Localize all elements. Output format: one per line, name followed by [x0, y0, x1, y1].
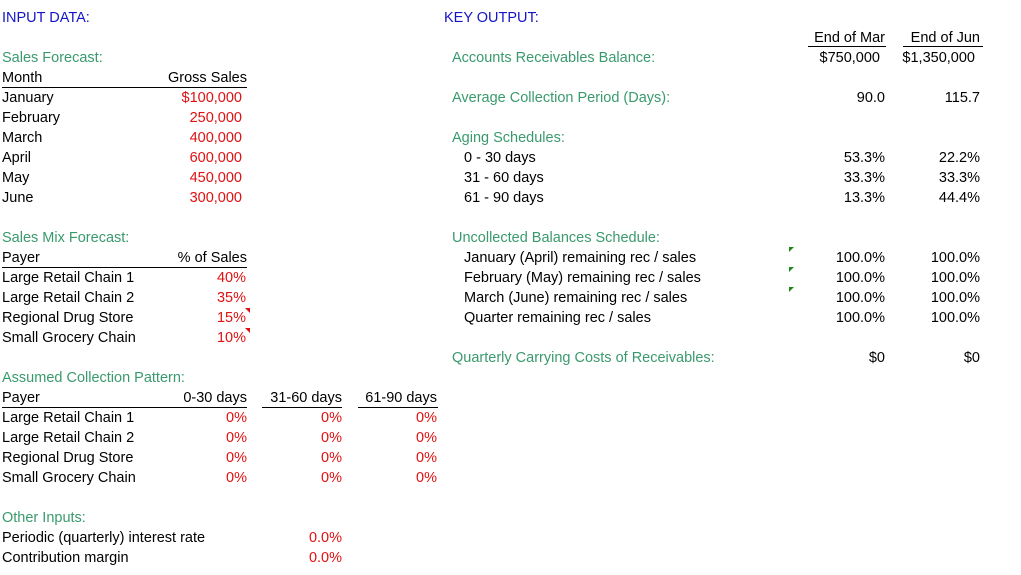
- uncollected-balances-title: Uncollected Balances Schedule:: [452, 230, 660, 246]
- collection-payer-cell[interactable]: Large Retail Chain 1: [2, 410, 135, 426]
- sales-mix-pct-cell[interactable]: 40%: [216, 270, 246, 286]
- collection-header-rule: [358, 407, 438, 408]
- carrying-costs-label: Quarterly Carrying Costs of Receivables:: [452, 350, 715, 366]
- collection-61-90-header: 61-90 days: [365, 390, 437, 406]
- sales-forecast-title: Sales Forecast:: [2, 50, 103, 66]
- aging-jun-cell[interactable]: 33.3%: [938, 170, 980, 186]
- aging-mar-cell[interactable]: 53.3%: [843, 150, 885, 166]
- uncollected-row-label: February (May) remaining rec / sales: [464, 270, 701, 286]
- end-of-mar-header: End of Mar: [814, 30, 885, 46]
- aging-jun-cell[interactable]: 44.4%: [938, 190, 980, 206]
- collection-pct-cell[interactable]: 0%: [321, 430, 342, 446]
- uncollected-mar-cell[interactable]: 100.0%: [835, 270, 885, 286]
- sales-mix-pct-cell[interactable]: 10%: [216, 330, 246, 346]
- sales-month-cell[interactable]: February: [2, 110, 61, 126]
- contribution-margin-label: Contribution margin: [2, 550, 129, 566]
- uncollected-jun-cell[interactable]: 100.0%: [930, 310, 980, 326]
- collection-pct-cell[interactable]: 0%: [416, 470, 437, 486]
- sales-mix-pct-cell[interactable]: 15%: [216, 310, 246, 326]
- sales-value-cell[interactable]: 250,000: [189, 110, 242, 126]
- sales-month-cell[interactable]: June: [2, 190, 34, 206]
- collection-pct-cell[interactable]: 0%: [416, 450, 437, 466]
- aging-schedules-title: Aging Schedules:: [452, 130, 565, 146]
- sales-mix-pct-header: % of Sales: [177, 250, 247, 266]
- sales-mix-header-rule: [2, 267, 247, 268]
- end-of-jun-header: End of Jun: [910, 30, 980, 46]
- avg-collection-period-mar[interactable]: 90.0: [856, 90, 885, 106]
- aging-row-label: 0 - 30 days: [464, 150, 536, 166]
- collection-payer-cell[interactable]: Large Retail Chain 2: [2, 430, 135, 446]
- output-header-rule: [903, 46, 983, 47]
- collection-pct-cell[interactable]: 0%: [226, 470, 247, 486]
- uncollected-jun-cell[interactable]: 100.0%: [930, 270, 980, 286]
- sales-mix-title: Sales Mix Forecast:: [2, 230, 130, 246]
- sales-value-cell[interactable]: $100,000: [181, 90, 242, 106]
- collection-payer-header: Payer: [2, 390, 40, 406]
- uncollected-mar-cell[interactable]: 100.0%: [835, 250, 885, 266]
- aging-row-label: 61 - 90 days: [464, 190, 544, 206]
- collection-pct-cell[interactable]: 0%: [416, 410, 437, 426]
- collection-payer-cell[interactable]: Small Grocery Chain: [2, 470, 136, 486]
- interest-rate-value[interactable]: 0.0%: [308, 530, 342, 546]
- carrying-costs-jun[interactable]: $0: [963, 350, 980, 366]
- collection-pct-cell[interactable]: 0%: [321, 450, 342, 466]
- sales-mix-payer-header: Payer: [2, 250, 40, 266]
- collection-31-60-header: 31-60 days: [270, 390, 342, 406]
- collection-pct-cell[interactable]: 0%: [226, 410, 247, 426]
- sales-value-cell[interactable]: 400,000: [189, 130, 242, 146]
- aging-row-label: 31 - 60 days: [464, 170, 544, 186]
- interest-rate-label: Periodic (quarterly) interest rate: [2, 530, 206, 546]
- sales-value-cell[interactable]: 450,000: [189, 170, 242, 186]
- aging-mar-cell[interactable]: 33.3%: [843, 170, 885, 186]
- collection-0-30-header: 0-30 days: [183, 390, 247, 406]
- sales-value-cell[interactable]: 600,000: [189, 150, 242, 166]
- avg-collection-period-label: Average Collection Period (Days):: [452, 90, 671, 106]
- ar-balance-jun[interactable]: $1,350,000: [902, 50, 975, 66]
- sales-mix-payer-cell[interactable]: Regional Drug Store: [2, 310, 134, 326]
- sales-month-cell[interactable]: January: [2, 90, 54, 106]
- other-inputs-title: Other Inputs:: [2, 510, 86, 526]
- uncollected-jun-cell[interactable]: 100.0%: [930, 290, 980, 306]
- sales-mix-payer-cell[interactable]: Large Retail Chain 1: [2, 270, 135, 286]
- collection-header-rule: [262, 407, 342, 408]
- avg-collection-period-jun[interactable]: 115.7: [944, 90, 980, 106]
- sales-value-cell[interactable]: 300,000: [189, 190, 242, 206]
- contribution-margin-value[interactable]: 0.0%: [308, 550, 342, 566]
- uncollected-jun-cell[interactable]: 100.0%: [930, 250, 980, 266]
- sales-mix-pct-cell[interactable]: 35%: [216, 290, 246, 306]
- collection-pct-cell[interactable]: 0%: [226, 450, 247, 466]
- comment-indicator-icon[interactable]: [245, 308, 250, 313]
- collection-pattern-title: Assumed Collection Pattern:: [2, 370, 185, 386]
- aging-jun-cell[interactable]: 22.2%: [938, 150, 980, 166]
- output-header-rule: [808, 46, 886, 47]
- sales-forecast-header-rule: [2, 87, 247, 88]
- input-data-title: INPUT DATA:: [2, 10, 90, 26]
- ar-balance-mar[interactable]: $750,000: [819, 50, 880, 66]
- aging-mar-cell[interactable]: 13.3%: [843, 190, 885, 206]
- uncollected-mar-cell[interactable]: 100.0%: [835, 290, 885, 306]
- carrying-costs-mar[interactable]: $0: [868, 350, 885, 366]
- sales-month-cell[interactable]: March: [2, 130, 43, 146]
- sales-month-cell[interactable]: May: [2, 170, 30, 186]
- ar-balance-label: Accounts Receivables Balance:: [452, 50, 656, 66]
- sales-month-cell[interactable]: April: [2, 150, 32, 166]
- key-output-title: KEY OUTPUT:: [444, 10, 539, 26]
- collection-pct-cell[interactable]: 0%: [321, 470, 342, 486]
- sales-mix-payer-cell[interactable]: Small Grocery Chain: [2, 330, 136, 346]
- collection-header-rule: [2, 407, 247, 408]
- uncollected-row-label: Quarter remaining rec / sales: [464, 310, 651, 326]
- collection-pct-cell[interactable]: 0%: [321, 410, 342, 426]
- uncollected-mar-cell[interactable]: 100.0%: [835, 310, 885, 326]
- collection-payer-cell[interactable]: Regional Drug Store: [2, 450, 134, 466]
- uncollected-row-label: March (June) remaining rec / sales: [464, 290, 688, 306]
- sales-forecast-gross-header: Gross Sales: [168, 70, 247, 86]
- uncollected-row-label: January (April) remaining rec / sales: [464, 250, 697, 266]
- sales-forecast-month-header: Month: [2, 70, 43, 86]
- collection-pct-cell[interactable]: 0%: [226, 430, 247, 446]
- comment-indicator-icon[interactable]: [245, 328, 250, 333]
- collection-pct-cell[interactable]: 0%: [416, 430, 437, 446]
- sales-mix-payer-cell[interactable]: Large Retail Chain 2: [2, 290, 135, 306]
